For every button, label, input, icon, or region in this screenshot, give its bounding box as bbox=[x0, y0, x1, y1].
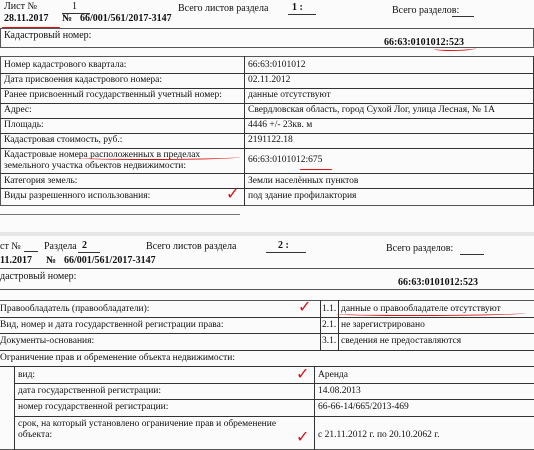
sub-row-value: Аренда bbox=[318, 370, 348, 380]
sub-row-label: дата государственной регистрации: bbox=[18, 386, 162, 396]
row-label: Кадастровая стоимость, руб.: bbox=[4, 135, 123, 145]
row-value: данные о правообладателе отсутствуют bbox=[341, 304, 501, 314]
row-label: Категория земель: bbox=[4, 176, 78, 186]
sheet-label: Лист № bbox=[4, 1, 37, 12]
row-value: не зарегистрировано bbox=[341, 320, 425, 330]
sections-total-label: Всего разделов: bbox=[392, 5, 460, 16]
underline-annotation bbox=[434, 46, 476, 51]
sub-row-value: с 21.11.2012 г. по 20.10.2062 г. bbox=[318, 430, 440, 440]
registration-number: 66/001/561/2017-3147 bbox=[80, 13, 172, 24]
row-value: под здание профилактория bbox=[248, 191, 357, 201]
row-label: Кадастровые номера расположенных в пределах bbox=[4, 150, 201, 160]
cadastral-label: дастровый номер: bbox=[0, 271, 77, 282]
row-label: Адрес: bbox=[4, 105, 32, 115]
section-sheets-value: 2 : bbox=[278, 240, 289, 251]
registration-number: 66/001/561/2017-3147 bbox=[64, 255, 156, 266]
checkmark-icon: ✓ bbox=[226, 184, 240, 203]
row-label: Ранее присвоенный государственный учетный номер: bbox=[4, 90, 222, 100]
cadastral-label: Кадастровый номер: bbox=[4, 30, 92, 41]
row-value: 2191122.18 bbox=[248, 135, 293, 145]
section-sheets-value: 1 : bbox=[292, 2, 303, 13]
row-value: 66:63:0101012 bbox=[248, 60, 306, 70]
row-label: Правообладатель (правообладатели): bbox=[0, 304, 150, 314]
number-sign: № bbox=[62, 13, 73, 24]
extract-date: 11.2017 bbox=[0, 255, 32, 266]
sub-row-label: вид: bbox=[18, 370, 36, 380]
row-number: 3.1. bbox=[322, 336, 337, 346]
row-label: Вид, номер и дата государственной регистрации права: bbox=[0, 320, 224, 330]
section-sheets-label: Всего листов раздела bbox=[178, 3, 269, 14]
sections-total-label: Всего разделов: bbox=[386, 243, 454, 254]
sub-row-label: номер государственной регистрации: bbox=[18, 402, 169, 412]
row-value: 02.11.2012 bbox=[248, 75, 291, 85]
sub-row-label-cont: объекта: bbox=[18, 430, 53, 440]
row-label: Площадь: bbox=[4, 120, 44, 130]
section-label: Раздела bbox=[44, 241, 77, 252]
sheet-value: 1 bbox=[72, 1, 77, 12]
sub-row-value: 66-66-14/665/2013-469 bbox=[318, 402, 409, 412]
cadastral-value: 66:63:0101012:523 bbox=[384, 37, 464, 48]
checkmark-icon: ✓ bbox=[296, 427, 310, 446]
extract-section-2 bbox=[0, 236, 534, 450]
row-value: 66:63:0101012:675 bbox=[248, 155, 323, 165]
row-label: Дата присвоения кадастрового номера: bbox=[4, 75, 163, 85]
sheet-label: ст № bbox=[0, 241, 21, 252]
number-sign: № bbox=[46, 255, 57, 266]
row-value: данные отсутствуют bbox=[248, 90, 331, 100]
row-label: Ограничение прав и обременение объекта недвижимости: bbox=[0, 353, 235, 363]
row-value: Земли населённых пунктов bbox=[248, 176, 359, 186]
sub-row-label: срок, на который установлено ограничение прав и обременение bbox=[18, 419, 277, 429]
section-value: 2 bbox=[82, 240, 87, 251]
checkmark-icon: ✓ bbox=[296, 364, 310, 383]
row-value: сведения не предоставляются bbox=[341, 336, 462, 346]
extract-date: 28.11.2017 bbox=[4, 13, 49, 24]
row-label: Виды разрешенного использования: bbox=[4, 191, 151, 201]
row-number: 1.1. bbox=[322, 304, 337, 314]
cadastral-value: 66:63:0101012:523 bbox=[398, 277, 478, 288]
section-sheets-label: Всего листов раздела bbox=[146, 241, 237, 252]
sub-row-value: 14.08.2013 bbox=[318, 386, 361, 396]
row-label-cont: земельного участка объектов недвижимости: bbox=[4, 161, 186, 171]
underline-annotation bbox=[300, 169, 332, 170]
checkmark-icon: ✓ bbox=[298, 297, 312, 316]
row-value: 4446 +/- 23кв. м bbox=[248, 120, 313, 130]
row-label: Документы-основания: bbox=[0, 336, 95, 346]
row-value: Свердловская область, город Сухой Лог, улица Лесная, № 1А bbox=[248, 105, 495, 115]
row-number: 2.1. bbox=[322, 320, 337, 330]
row-label: Номер кадастрового квартала: bbox=[4, 60, 127, 70]
